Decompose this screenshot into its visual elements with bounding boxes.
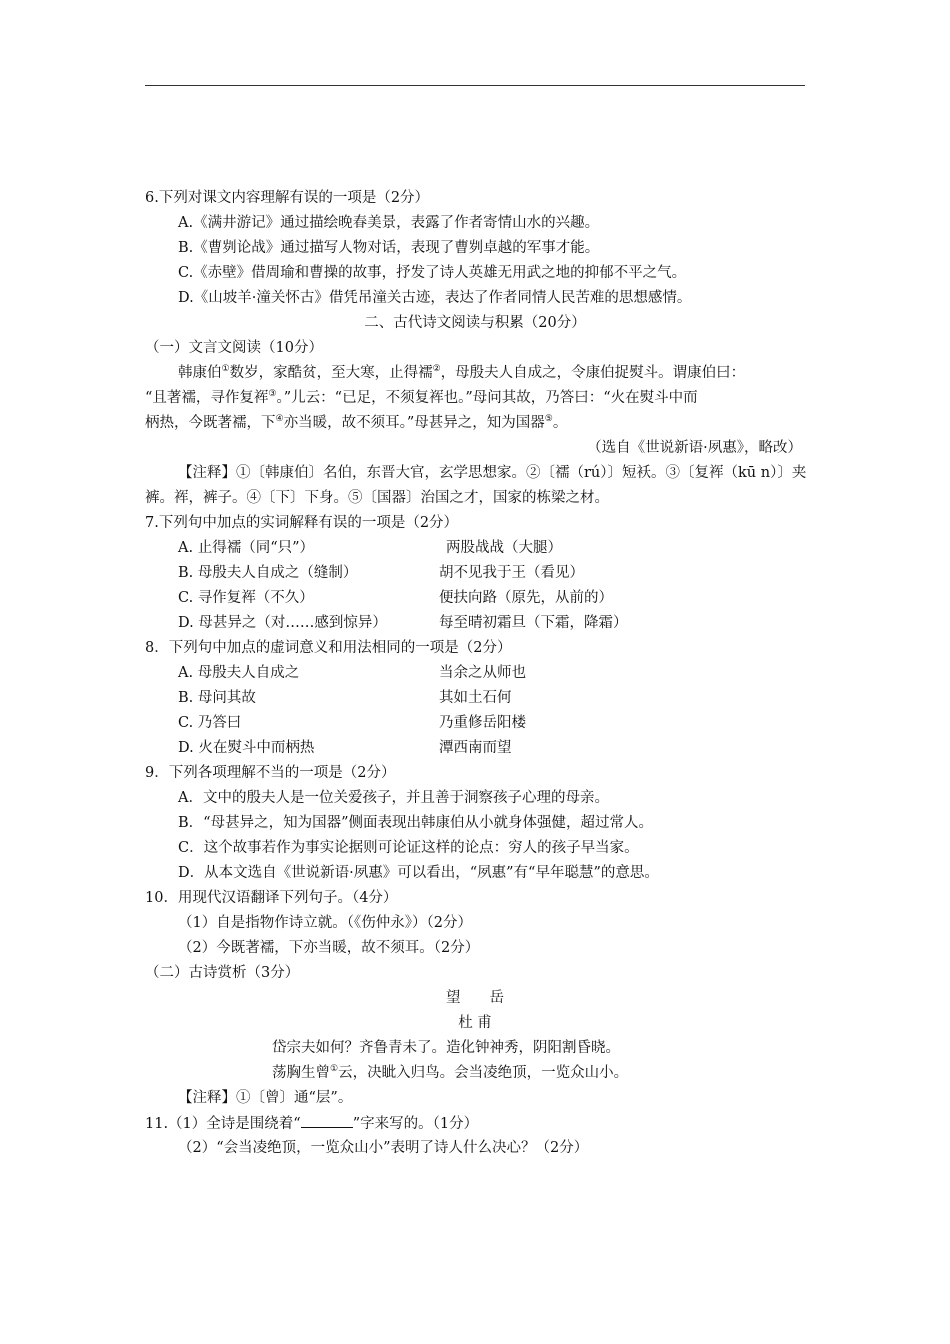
- poem-line-2: 荡胸生曾①云，决眦入归鸟。会当凌绝顶，一览众山小。: [272, 1064, 629, 1081]
- q10-stem: 10．用现代汉语翻译下列句子。（4分）: [145, 890, 398, 906]
- q6-option-a: A.《满井游记》通过描绘晚春美景，表露了作者寄情山水的兴趣。: [178, 215, 600, 231]
- passage-note-2: 裤。裈，裤子。④〔下〕下身。⑤〔国器〕治国之才，国家的栋梁之材。: [145, 490, 609, 506]
- q7-stem: 7.下列句中加点的实词解释有误的一项是（2分）: [145, 515, 459, 531]
- q9-stem: 9．下列各项理解不当的一项是（2分）: [145, 765, 396, 781]
- q9-option-d: D．从本文选自《世说新语·夙惠》可以看出，“夙惠”有“早年聪慧”的意思。: [178, 865, 659, 881]
- q7-row-a-right: 两股战战（大腿）: [446, 540, 562, 556]
- q8-row-a-right: 当余之从师也: [439, 665, 526, 681]
- answer-blank[interactable]: [301, 1113, 353, 1128]
- q7-row-d-left: D. 母甚异之（对……感到惊异）: [178, 615, 387, 631]
- q8-stem: 8．下列句中加点的虚词意义和用法相同的一项是（2分）: [145, 640, 512, 656]
- q8-row-b-left: B. 母问其故: [178, 690, 256, 706]
- q10-sentence-1: （1）自是指物作诗立就。（《伤仲永》）（2分）: [178, 915, 472, 931]
- q9-option-c: C．这个故事若作为事实论据则可论证这样的论点：穷人的孩子早当家。: [178, 840, 639, 856]
- q6-option-b: B.《曹刿论战》通过描写人物对话，表现了曹刿卓越的军事才能。: [178, 240, 600, 256]
- q7-row-c-right: 便扶向路（原先，从前的）: [439, 590, 613, 606]
- q8-row-b-right: 其如土石何: [439, 690, 512, 706]
- q6-option-d: D.《山坡羊·潼关怀古》借凭吊潼关古迹，表达了作者同情人民苦难的思想感情。: [178, 290, 692, 306]
- poem-author: 杜 甫: [458, 1015, 492, 1031]
- q7-row-c-left: C. 寻作复裈（不久）: [178, 590, 314, 606]
- passage-note-1: 【注释】①〔韩康伯〕名伯，东晋大官，玄学思想家。②〔襦（rú）〕短袄。③〔复裈（kū n）〕夹: [178, 465, 807, 481]
- q7-row-b-right: 胡不见我于王（看见）: [439, 565, 584, 581]
- header-rule: [145, 85, 805, 86]
- passage-line-2: “且著襦，寻作复裈③。”儿云：“已足，不须复裈也。”母问其故，乃答曰：“火在熨斗中而: [145, 389, 698, 406]
- poem-title: 望 岳: [446, 990, 504, 1006]
- q8-row-d-right: 潭西南而望: [439, 740, 512, 756]
- q6-option-c: C.《赤壁》借周瑜和曹操的故事，抒发了诗人英雄无用武之地的抑郁不平之气。: [178, 265, 687, 281]
- poem-note: 【注释】①〔曾〕通“层”。: [178, 1090, 353, 1106]
- q7-row-d-right: 每至晴初霜旦（下霜，降霜）: [439, 615, 628, 631]
- q9-option-a: A．文中的殷夫人是一位关爱孩子，并且善于洞察孩子心理的母亲。: [178, 790, 609, 806]
- q8-row-a-left: A. 母殷夫人自成之: [178, 665, 300, 681]
- q9-option-b: B．“母甚异之，知为国器”侧面表现出韩康伯从小就身体强健，超过常人。: [178, 815, 653, 831]
- part-1-heading: （一）文言文阅读（10分）: [145, 340, 323, 356]
- part-2-heading: （二）古诗赏析（3分）: [145, 965, 300, 981]
- section-2-heading: 二、古代诗文阅读与积累（20分）: [364, 315, 586, 331]
- q11-sentence-2: （2）“会当凌绝顶，一览众山小”表明了诗人什么决心？（2分）: [178, 1140, 589, 1156]
- passage-line-3: 柄热，今既著襦，下④亦当暖，故不须耳。”母甚异之，知为国器⑤。: [145, 414, 568, 431]
- q7-row-a-left: A. 止得襦（同“只”）: [178, 540, 315, 556]
- q8-row-c-left: C. 乃答曰: [178, 715, 242, 731]
- q6-stem: 6.下列对课文内容理解有误的一项是（2分）: [145, 190, 430, 206]
- q8-row-c-right: 乃重修岳阳楼: [439, 715, 526, 731]
- q8-row-d-left: D. 火在熨斗中而柄热: [178, 740, 315, 756]
- q7-row-b-left: B. 母殷夫人自成之（缝制）: [178, 565, 358, 581]
- q11-sentence-1: 11.（1）全诗是围绕着“ ”字来写的。（1分）: [145, 1113, 478, 1134]
- passage-source: （选自《世说新语·夙惠》，略改）: [587, 440, 802, 456]
- passage-line-1: 韩康伯①数岁，家酷贫，至大寒，止得襦②，母殷夫人自成之，令康伯捉熨斗。谓康伯曰：: [178, 364, 746, 381]
- q10-sentence-2: （2）今既著襦，下亦当暖，故不须耳。（2分）: [178, 940, 480, 956]
- poem-line-1: 岱宗夫如何？齐鲁青未了。造化钟神秀，阴阳割昏晓。: [272, 1040, 620, 1056]
